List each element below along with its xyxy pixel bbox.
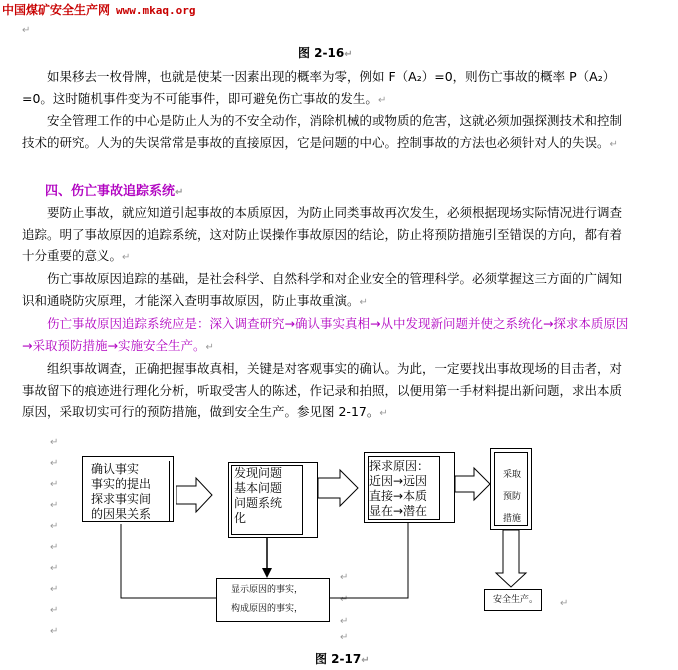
connector-box1-to-box5 (121, 524, 216, 598)
flow-box-find-problems: 发现问题 基本问题 问题系统 化 (228, 462, 318, 538)
paragraph-6: 组织事故调查，正确把握事故真相，关键是对客观事实的确认。为此，一定要找出事故现场的目击者，对事故留下的痕迹进行理化分析，听取受害人的陈述，作记录和拍照，以便用第一手材料提出新问题，求出本质原因，采取切实可行的预防措施，做到安全生产。参见图 2-17。↵ (22, 361, 623, 419)
paragraph-mark: ↵ (340, 632, 349, 643)
hollow-arrow-box1-to-box2 (176, 478, 212, 512)
paragraph-mark: ↵ (340, 572, 349, 583)
arrow-head-box2-to-box5 (262, 568, 272, 578)
flow-box-cause-facts: 显示原因的事实， 构成原因的事实， (216, 578, 330, 622)
flow-box-seek-causes: 探求原因： 近因→远因 直接→本质 显在→潜在 (364, 452, 455, 523)
paragraph-mark: ↵ (22, 25, 31, 36)
connector-box5-to-box3 (330, 523, 408, 598)
figure-caption-2-16: 图 2-16↵ (298, 46, 353, 60)
section-heading: 四、伤亡事故追踪系统↵ (45, 184, 184, 199)
hollow-arrow-box3-to-box4 (455, 468, 490, 500)
site-url[interactable]: www.mkaq.org (116, 4, 196, 17)
paragraph-1: 如果移去一枚骨牌，也就是使某一因素出现的概率为零，例如 F（A₂）=0，则伤亡事故的概率 P（A₂）=0。这时随机事件变为不可能事件，即可避免伤亡事故的发生。↵ (22, 69, 616, 106)
flow-box-safe-production: 安全生产。 (484, 589, 542, 611)
paragraph-5-tracking-system: 伤亡事故原因追踪系统应是：深入调查研究→确认事实真相→从中发现新问题并使之系统化→探求本质原因→采取预防措施→实施安全生产。↵ (22, 316, 629, 353)
paragraph-mark: ↵ (340, 616, 349, 627)
paragraph-mark: ↵ (560, 598, 569, 609)
figure-caption-2-17: 图 2-17↵ (315, 652, 370, 666)
margin-paragraph-marks: ↵ ↵ ↵ ↵ ↵ ↵ ↵ ↵ ↵ ↵ (50, 437, 59, 637)
flow-box-preventive-measures: 采取 预防 措施 (490, 448, 532, 530)
paragraph-3: 要防止事故，就应知道引起事故的本质原因，为防止同类事故再次发生，必须根据现场实际情况进行调查追踪。明了事故原因的追踪系统，这对防止误操作事故原因的结论，防止将预防措施引至错误的方向，都有着十分重要的意义。↵ (22, 205, 623, 263)
hollow-arrow-box4-to-box6 (496, 530, 526, 587)
site-name: 中国煤矿安全生产网 (2, 3, 111, 17)
paragraph-4: 伤亡事故原因追踪的基础，是社会科学、自然科学和对企业安全的管理科学。必须掌握这三方面的广阔知识和通晓防灾原理，才能深入查明事故原因，防止事故重演。↵ (22, 271, 623, 308)
paragraph-mark: ↵ (340, 594, 349, 605)
flow-box-confirm-facts: 确认事实 事实的提出 探求事实间 的因果关系 (82, 456, 176, 524)
hollow-arrow-box2-to-box3 (318, 470, 358, 506)
paragraph-2: 安全管理工作的中心是防止人为的不安全动作，消除机械的或物质的危害，这就必须加强探测技术和控制技术的研究。人为的失误常常是事故的直接原因，它是问题的中心。控制事故的方法也必须针对人的失误。↵ (22, 113, 623, 150)
